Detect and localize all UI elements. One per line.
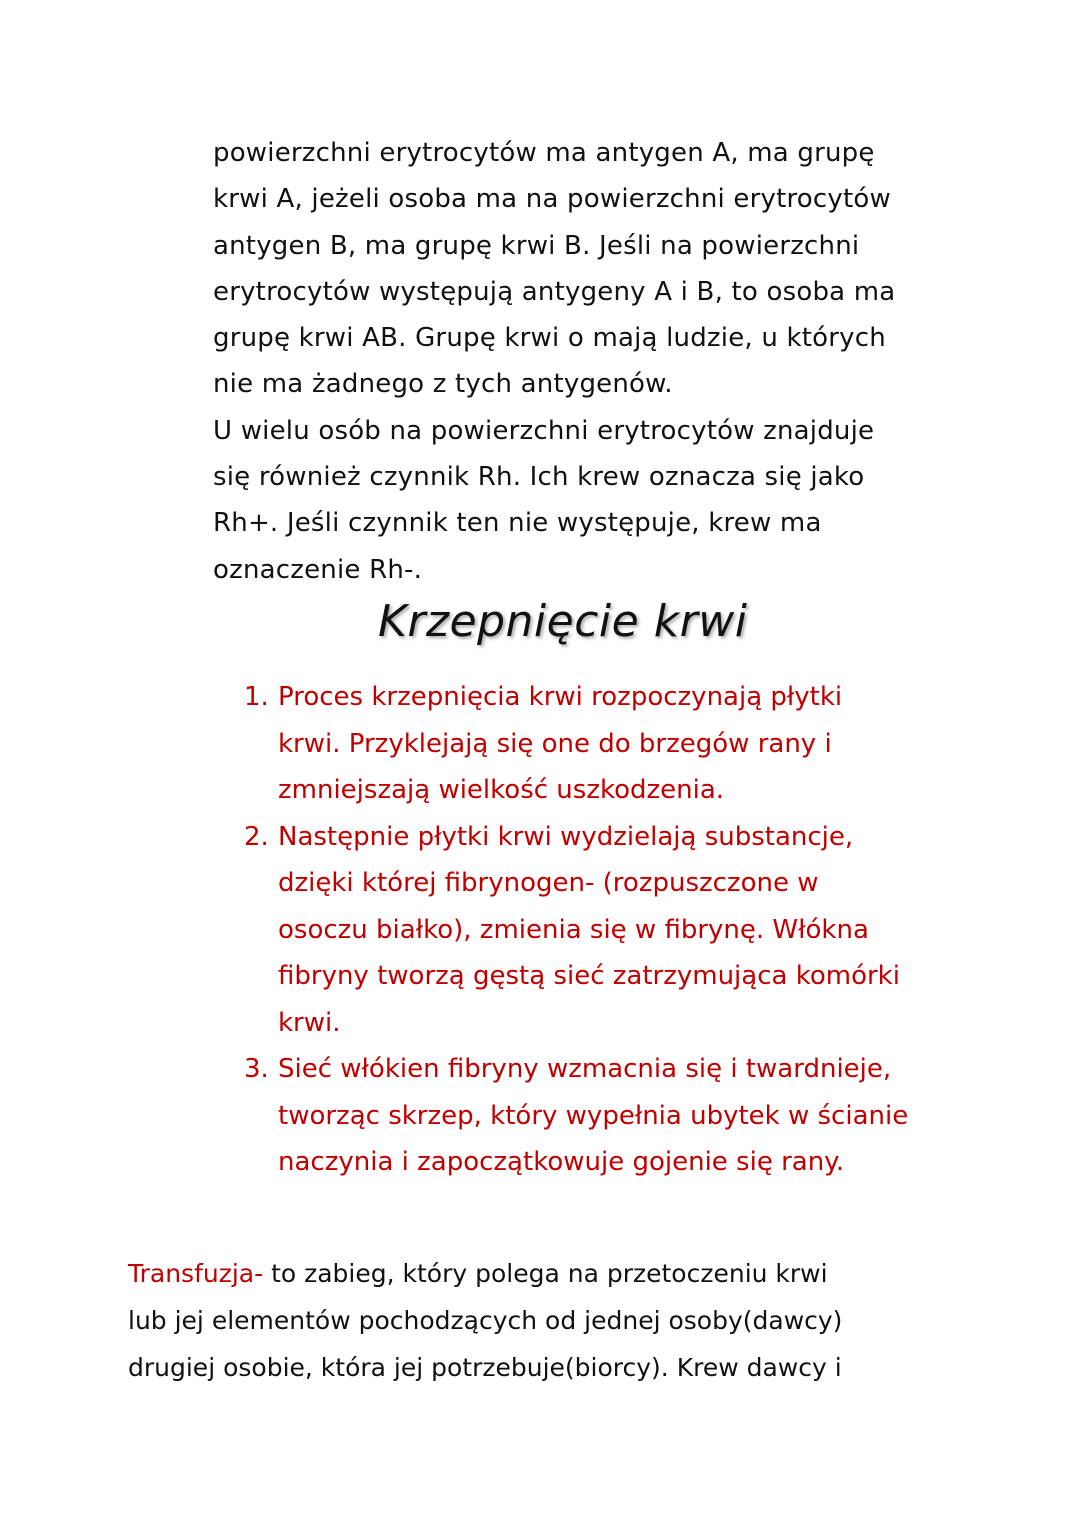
list-item	[244, 814, 1024, 1047]
text-line: zmniejszają wielkość uszkodzenia.	[278, 775, 725, 805]
clotting-steps-list	[244, 674, 1024, 1186]
text-line: lub jej elementów pochodzących od jednej osoby(dawcy)	[128, 1306, 843, 1335]
text-line: się również czynnik Rh. Ich krew oznacza się jako	[213, 462, 865, 493]
text-line: dzięki której fibrynogen- (rozpuszczone w	[278, 868, 819, 898]
term-transfusion: Transfuzja-	[128, 1259, 264, 1288]
text-line: Sieć włókien fibryny wzmacnia się i twardnieje,	[278, 1054, 892, 1084]
list-item-number: 3.	[244, 1054, 269, 1084]
text-line: powierzchni erytrocytów ma antygen A, ma grupę	[213, 138, 875, 168]
text-line: krwi.	[278, 1007, 341, 1038]
text-line: Proces krzepnięcia krwi rozpoczynają płytki	[278, 682, 843, 712]
list-item-number: 1.	[244, 682, 269, 712]
text-line: oznaczenie Rh-.	[213, 554, 423, 585]
text-line: drugiej osobie, która jej potrzebuje(biorcy). Krew dawcy i	[128, 1353, 842, 1382]
text-line: krwi. Przyklejają się one do brzegów rany i	[278, 728, 832, 759]
text-line: antygen B, ma grupę krwi B. Jeśli na powierzchni	[213, 230, 860, 261]
list-item-number: 2.	[244, 821, 269, 852]
text-line: krwi A, jeżeli osoba ma na powierzchni erytrocytów	[213, 184, 891, 215]
text-line: osoczu białko), zmienia się w fibrynę. Włókna	[278, 914, 869, 945]
text-line	[128, 1250, 988, 1297]
text-line: grupę krwi AB. Grupę krwi o mają ludzie, u których	[213, 323, 886, 354]
definition-text: to zabieg, który polega na przetoczeniu krwi	[263, 1259, 828, 1288]
text-line: erytrocytów występują antygeny A i B, to osoba ma	[213, 276, 896, 307]
text-line: Następnie płytki krwi wydzielają substancje,	[278, 821, 854, 852]
blood-groups-paragraph	[213, 130, 973, 593]
list-item	[244, 674, 1024, 814]
text-line: Rh+. Jeśli czynnik ten nie występuje, krew ma	[213, 508, 822, 539]
list-item	[244, 1046, 1024, 1186]
text-line: nie ma żadnego z tych antygenów.	[213, 369, 673, 400]
text-line: tworząc skrzep, który wypełnia ubytek w ścianie	[278, 1100, 909, 1131]
section-heading-clotting: Krzepnięcie krwi	[378, 596, 748, 647]
text-line: U wielu osób na powierzchni erytrocytów znajduje	[213, 415, 875, 446]
text-line: fibryny tworzą gęstą sieć zatrzymująca komórki	[278, 961, 900, 991]
transfusion-paragraph	[128, 1250, 988, 1391]
text-line: naczynia i zapoczątkowuje gojenie się rany.	[278, 1147, 845, 1177]
